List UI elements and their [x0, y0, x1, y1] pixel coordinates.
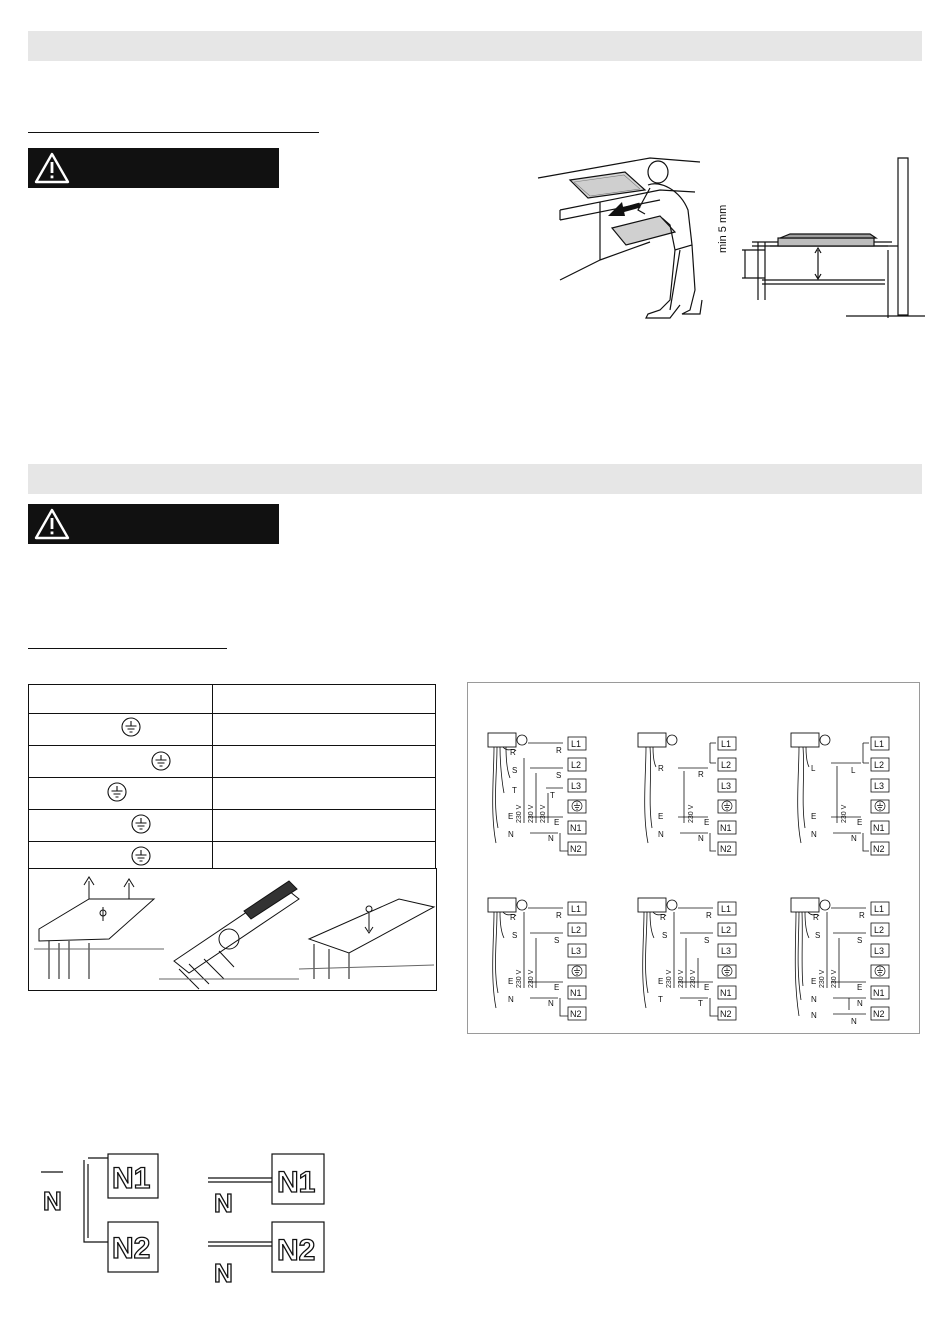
earth-ground-icon — [132, 847, 150, 865]
diagram-label: E — [811, 977, 817, 986]
diagram-label: S — [662, 931, 668, 940]
table-row — [29, 746, 436, 778]
diagram-label: E — [554, 818, 560, 827]
diagram-label: N — [658, 830, 664, 839]
wiring-diagrams-panel — [467, 682, 920, 1034]
diagram-label: R — [658, 764, 664, 773]
diagram-label: L2 — [721, 925, 732, 935]
diagram-label: N — [508, 830, 514, 839]
diagram-label: 230 V — [688, 804, 695, 823]
diagram-label: 230 V — [841, 804, 848, 823]
diagram-label: L1 — [571, 904, 582, 914]
diagram-label: N — [851, 834, 857, 843]
diagram-label: N1 — [873, 823, 885, 833]
diagram-label: E — [508, 977, 514, 986]
diagram-label: N1 — [873, 988, 885, 998]
diagram-label: R — [556, 911, 562, 920]
diagram-label: L — [811, 764, 816, 773]
neutral-label: N — [214, 1258, 233, 1288]
diagram-label: N1 — [570, 988, 582, 998]
warning-triangle-icon — [34, 152, 70, 184]
diagram-label: N2 — [873, 844, 885, 854]
diagram-label: 230 V — [678, 969, 685, 988]
wiring-diagram-2 — [638, 733, 736, 855]
diagram-label: N — [698, 834, 704, 843]
diagram-label: L1 — [874, 739, 885, 749]
earth-ground-icon — [122, 718, 140, 736]
warning-banner-2 — [28, 504, 279, 544]
diagram-label: N1 — [720, 988, 732, 998]
diagram-label: E — [658, 977, 664, 986]
diagram-label: N — [851, 1017, 857, 1026]
diagram-label: N2 — [720, 844, 732, 854]
diagram-label: L1 — [721, 904, 732, 914]
section-header-band-2 — [28, 464, 922, 494]
diagram-label: T — [658, 995, 663, 1004]
diagram-label: T — [512, 786, 517, 795]
diagram-label: S — [857, 936, 863, 945]
wiring-diagram-6 — [791, 898, 889, 1026]
subsection-underline-2 — [28, 648, 227, 649]
diagram-label: 230 V — [516, 969, 523, 988]
diagram-label: L3 — [721, 946, 732, 956]
diagram-label: R — [706, 911, 712, 920]
diagram-label: R — [698, 770, 704, 779]
diagram-label: R — [510, 913, 516, 922]
section-header-band-1 — [28, 31, 922, 61]
diagram-label: R — [556, 746, 562, 755]
diagram-label: L3 — [874, 946, 885, 956]
terminal-block-figure — [28, 868, 437, 991]
diagram-label: 230 V — [690, 969, 697, 988]
dimension-label: min 5 mm — [717, 204, 729, 253]
warning-banner-1 — [28, 148, 279, 188]
neutral-label: N — [214, 1188, 233, 1218]
diagram-label: L1 — [721, 739, 732, 749]
table-row — [29, 810, 436, 842]
diagram-label: T — [550, 791, 555, 800]
diagram-label: L1 — [874, 904, 885, 914]
wiring-diagram-5 — [638, 898, 736, 1020]
diagram-label: R — [859, 911, 865, 920]
terminal-label: N2 — [112, 1232, 151, 1265]
diagram-label: 230 V — [666, 969, 673, 988]
diagram-label: L — [851, 766, 856, 775]
diagram-label: L2 — [874, 925, 885, 935]
diagram-label: E — [811, 812, 817, 821]
diagram-label: R — [510, 748, 516, 757]
diagram-label: 230 V — [831, 969, 838, 988]
diagram-label: E — [508, 812, 514, 821]
diagram-label: N — [857, 999, 863, 1008]
diagram-label: L3 — [571, 781, 582, 791]
diagram-label: N — [548, 834, 554, 843]
wiring-diagram-1 — [488, 733, 586, 855]
table-row — [29, 778, 436, 810]
neutral-detail-figure — [28, 1150, 338, 1290]
diagram-label: 230 V — [819, 969, 826, 988]
diagram-label: E — [704, 983, 710, 992]
diagram-label: N — [811, 830, 817, 839]
diagram-label: N2 — [720, 1009, 732, 1019]
diagram-label: N2 — [570, 844, 582, 854]
diagram-label: L2 — [571, 925, 582, 935]
diagram-label: N1 — [720, 823, 732, 833]
diagram-label: 230 V — [528, 969, 535, 988]
diagram-label: S — [815, 931, 821, 940]
earth-ground-icon — [152, 752, 170, 770]
diagram-label: R — [660, 913, 666, 922]
table-row — [29, 685, 436, 714]
earth-ground-icon — [108, 783, 126, 801]
diagram-label: S — [512, 931, 518, 940]
table-row — [29, 714, 436, 746]
diagram-label: L2 — [721, 760, 732, 770]
diagram-label: N2 — [873, 1009, 885, 1019]
diagram-label: 230 V — [528, 804, 535, 823]
diagram-label: T — [698, 999, 703, 1008]
terminal-label: N1 — [112, 1162, 151, 1195]
diagram-label: E — [857, 983, 863, 992]
diagram-label: 230 V — [540, 804, 547, 823]
terminal-label: N2 — [277, 1234, 316, 1267]
diagram-label: N — [811, 1011, 817, 1020]
diagram-label: 230 V — [516, 804, 523, 823]
diagram-label: L2 — [874, 760, 885, 770]
diagram-label: E — [554, 983, 560, 992]
warning-triangle-icon — [34, 508, 70, 540]
earth-ground-icon — [132, 815, 150, 833]
diagram-label: E — [704, 818, 710, 827]
diagram-label: S — [554, 936, 560, 945]
diagram-label: R — [813, 913, 819, 922]
diagram-label: E — [857, 818, 863, 827]
diagram-label: L2 — [571, 760, 582, 770]
installation-figure — [530, 150, 930, 330]
diagram-label: L3 — [571, 946, 582, 956]
diagram-label: L1 — [571, 739, 582, 749]
diagram-label: N — [508, 995, 514, 1004]
diagram-label: N — [811, 995, 817, 1004]
subsection-underline-1 — [28, 132, 319, 133]
diagram-label: S — [704, 936, 710, 945]
wiring-diagram-4 — [488, 898, 586, 1020]
diagram-label: E — [658, 812, 664, 821]
diagram-label: L3 — [721, 781, 732, 791]
diagram-label: N — [548, 999, 554, 1008]
terminal-label: N1 — [277, 1166, 316, 1199]
diagram-label: N1 — [570, 823, 582, 833]
diagram-label: L3 — [874, 781, 885, 791]
diagram-label: N2 — [570, 1009, 582, 1019]
connection-table — [28, 684, 436, 874]
diagram-label: S — [512, 766, 518, 775]
neutral-label: N — [43, 1186, 62, 1216]
diagram-label: S — [556, 771, 562, 780]
wiring-diagram-3 — [791, 733, 889, 855]
